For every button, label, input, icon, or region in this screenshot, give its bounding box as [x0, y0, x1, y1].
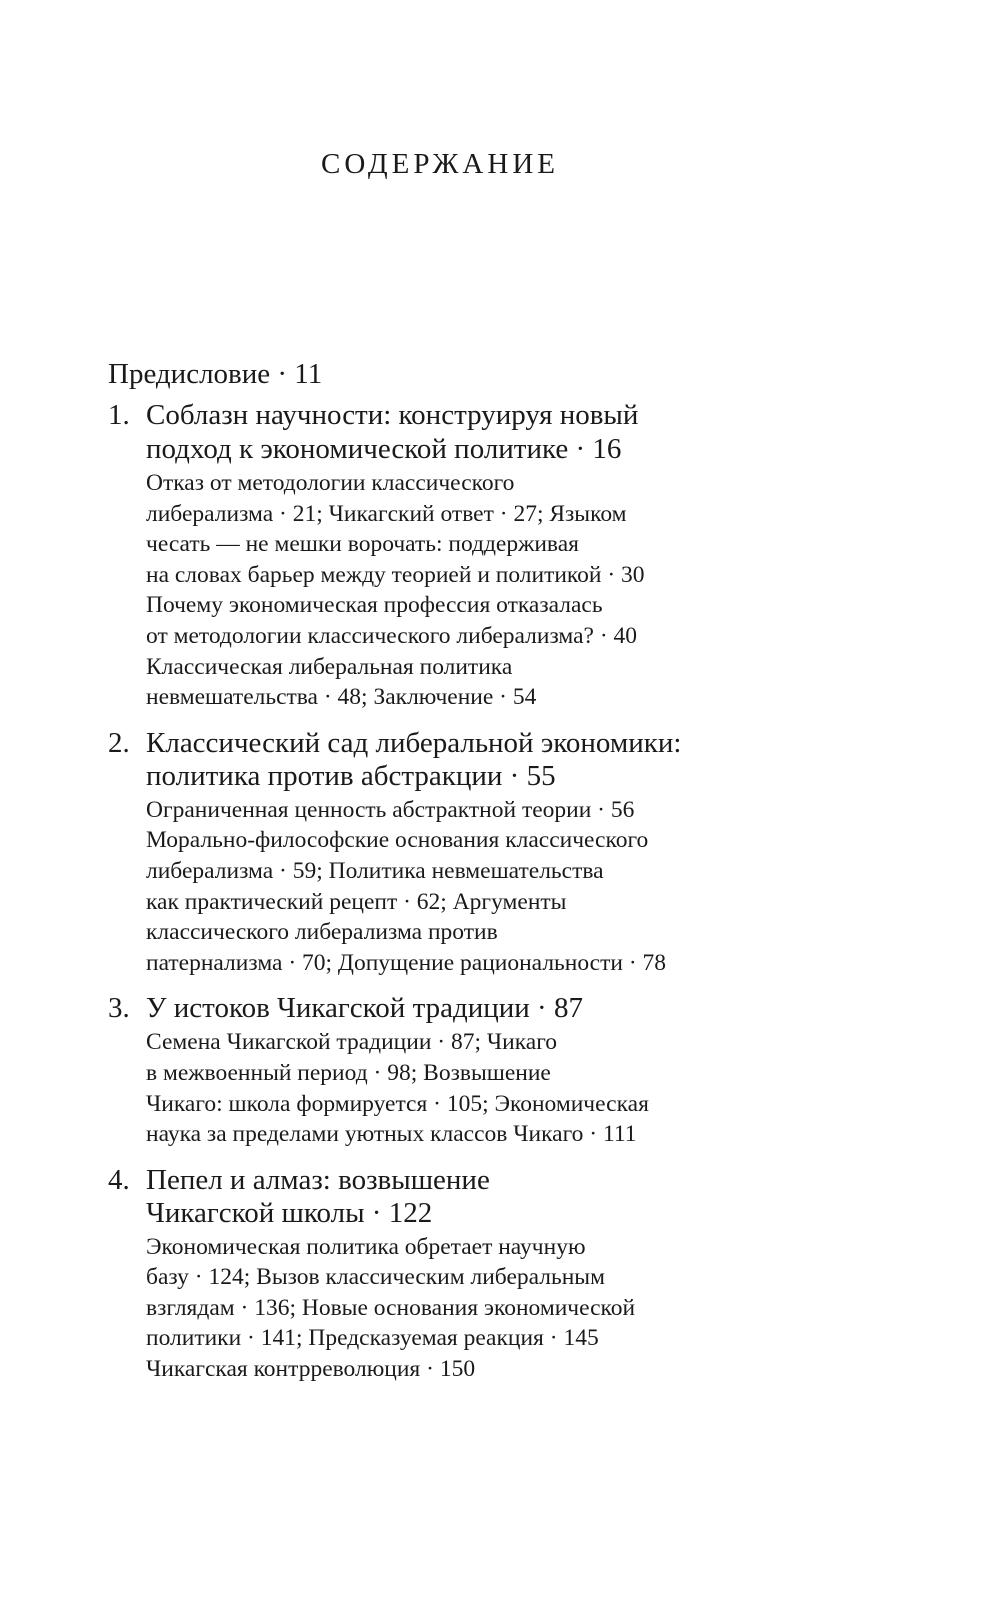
chapter-number: 1. — [108, 399, 130, 431]
chapter-title — [146, 992, 868, 1025]
section-line: классического либерализма против — [146, 919, 498, 946]
section-line: Отказ от методологии классического — [146, 470, 515, 496]
chapter-title-line: У истоков Чикагской традиции · 87 — [146, 992, 583, 1025]
section-line: либерализма · 59; Политика невмешательства — [146, 857, 604, 884]
section-line: на словах барьер между теорией и политикой · 30 — [146, 561, 645, 588]
chapter-number: 2. — [108, 726, 130, 759]
chapter-sections — [146, 1027, 868, 1163]
section-line: невмешательства · 48; Заключение · 54 — [146, 684, 537, 711]
section-line: взглядам · 136; Новые основания экономической — [146, 1294, 636, 1321]
chapter-sections — [146, 468, 868, 727]
chapter-heading — [108, 992, 868, 1025]
contents-heading: СОДЕРЖАНИЕ — [321, 148, 559, 180]
toc-chapter-4 — [108, 1164, 868, 1399]
chapter-sections — [146, 795, 868, 993]
chapter-title-line: политика против абстракции · 55 — [146, 759, 556, 792]
section-line: чесать — не мешки ворочать: поддерживая — [146, 531, 579, 558]
section-line: патернализма · 70; Допущение рациональности · 78 — [146, 949, 667, 976]
toc-chapter-2 — [108, 727, 868, 993]
section-line: Семена Чикагской традиции · 87; Чикаго — [146, 1029, 558, 1056]
section-line: наука за пределами уютных классов Чикаго · 111 — [146, 1121, 637, 1148]
chapter-heading — [108, 727, 868, 793]
section-line: Почему экономическая профессия отказалась — [146, 592, 603, 619]
section-line: в межвоенный период · 98; Возвышение — [146, 1059, 551, 1086]
section-line: либерализма · 21; Чикагский ответ · 27; Языком — [146, 500, 627, 527]
section-line: Морально-философские основания классического — [146, 827, 649, 854]
section-line: базу · 124; Вызов классическим либеральным — [146, 1264, 605, 1291]
chapter-title — [146, 398, 868, 466]
chapter-title-line: Чикагской школы · 122 — [146, 1196, 433, 1229]
section-line: от методологии классического либерализма? · 40 — [146, 622, 638, 649]
section-line: Классическая либеральная политика — [146, 653, 513, 680]
chapter-sections — [146, 1232, 868, 1399]
chapter-title-line: Классический сад либеральной экономики: — [146, 726, 682, 759]
chapter-heading — [108, 1164, 868, 1230]
toc-entry-preface: Предисловие · 11 — [108, 358, 323, 390]
table-of-contents — [108, 354, 868, 1399]
section-line: Экономическая политика обретает научную — [146, 1233, 586, 1260]
chapter-title — [146, 1164, 868, 1230]
chapter-number: 4. — [108, 1163, 130, 1196]
section-line: политики · 141; Предсказуемая реакция · 145 — [146, 1325, 599, 1352]
chapter-title-line: Пепел и алмаз: возвышение — [146, 1163, 490, 1196]
chapter-number: 3. — [108, 992, 130, 1025]
chapter-heading — [108, 398, 868, 466]
chapter-title — [146, 727, 868, 793]
chapter-title-line: Соблазн научности: конструируя новый — [146, 399, 639, 431]
section-line: Чикаго: школа формируется · 105; Экономическая — [146, 1090, 649, 1117]
section-line: Чикагская контрреволюция · 150 — [146, 1356, 476, 1383]
toc-chapter-1 — [108, 398, 868, 727]
section-line: Ограниченная ценность абстрактной теории · 56 — [146, 796, 635, 823]
section-line: как практический рецепт · 62; Аргументы — [146, 888, 567, 915]
toc-chapter-3 — [108, 992, 868, 1163]
chapter-title-line: подход к экономической политике · 16 — [146, 433, 622, 465]
